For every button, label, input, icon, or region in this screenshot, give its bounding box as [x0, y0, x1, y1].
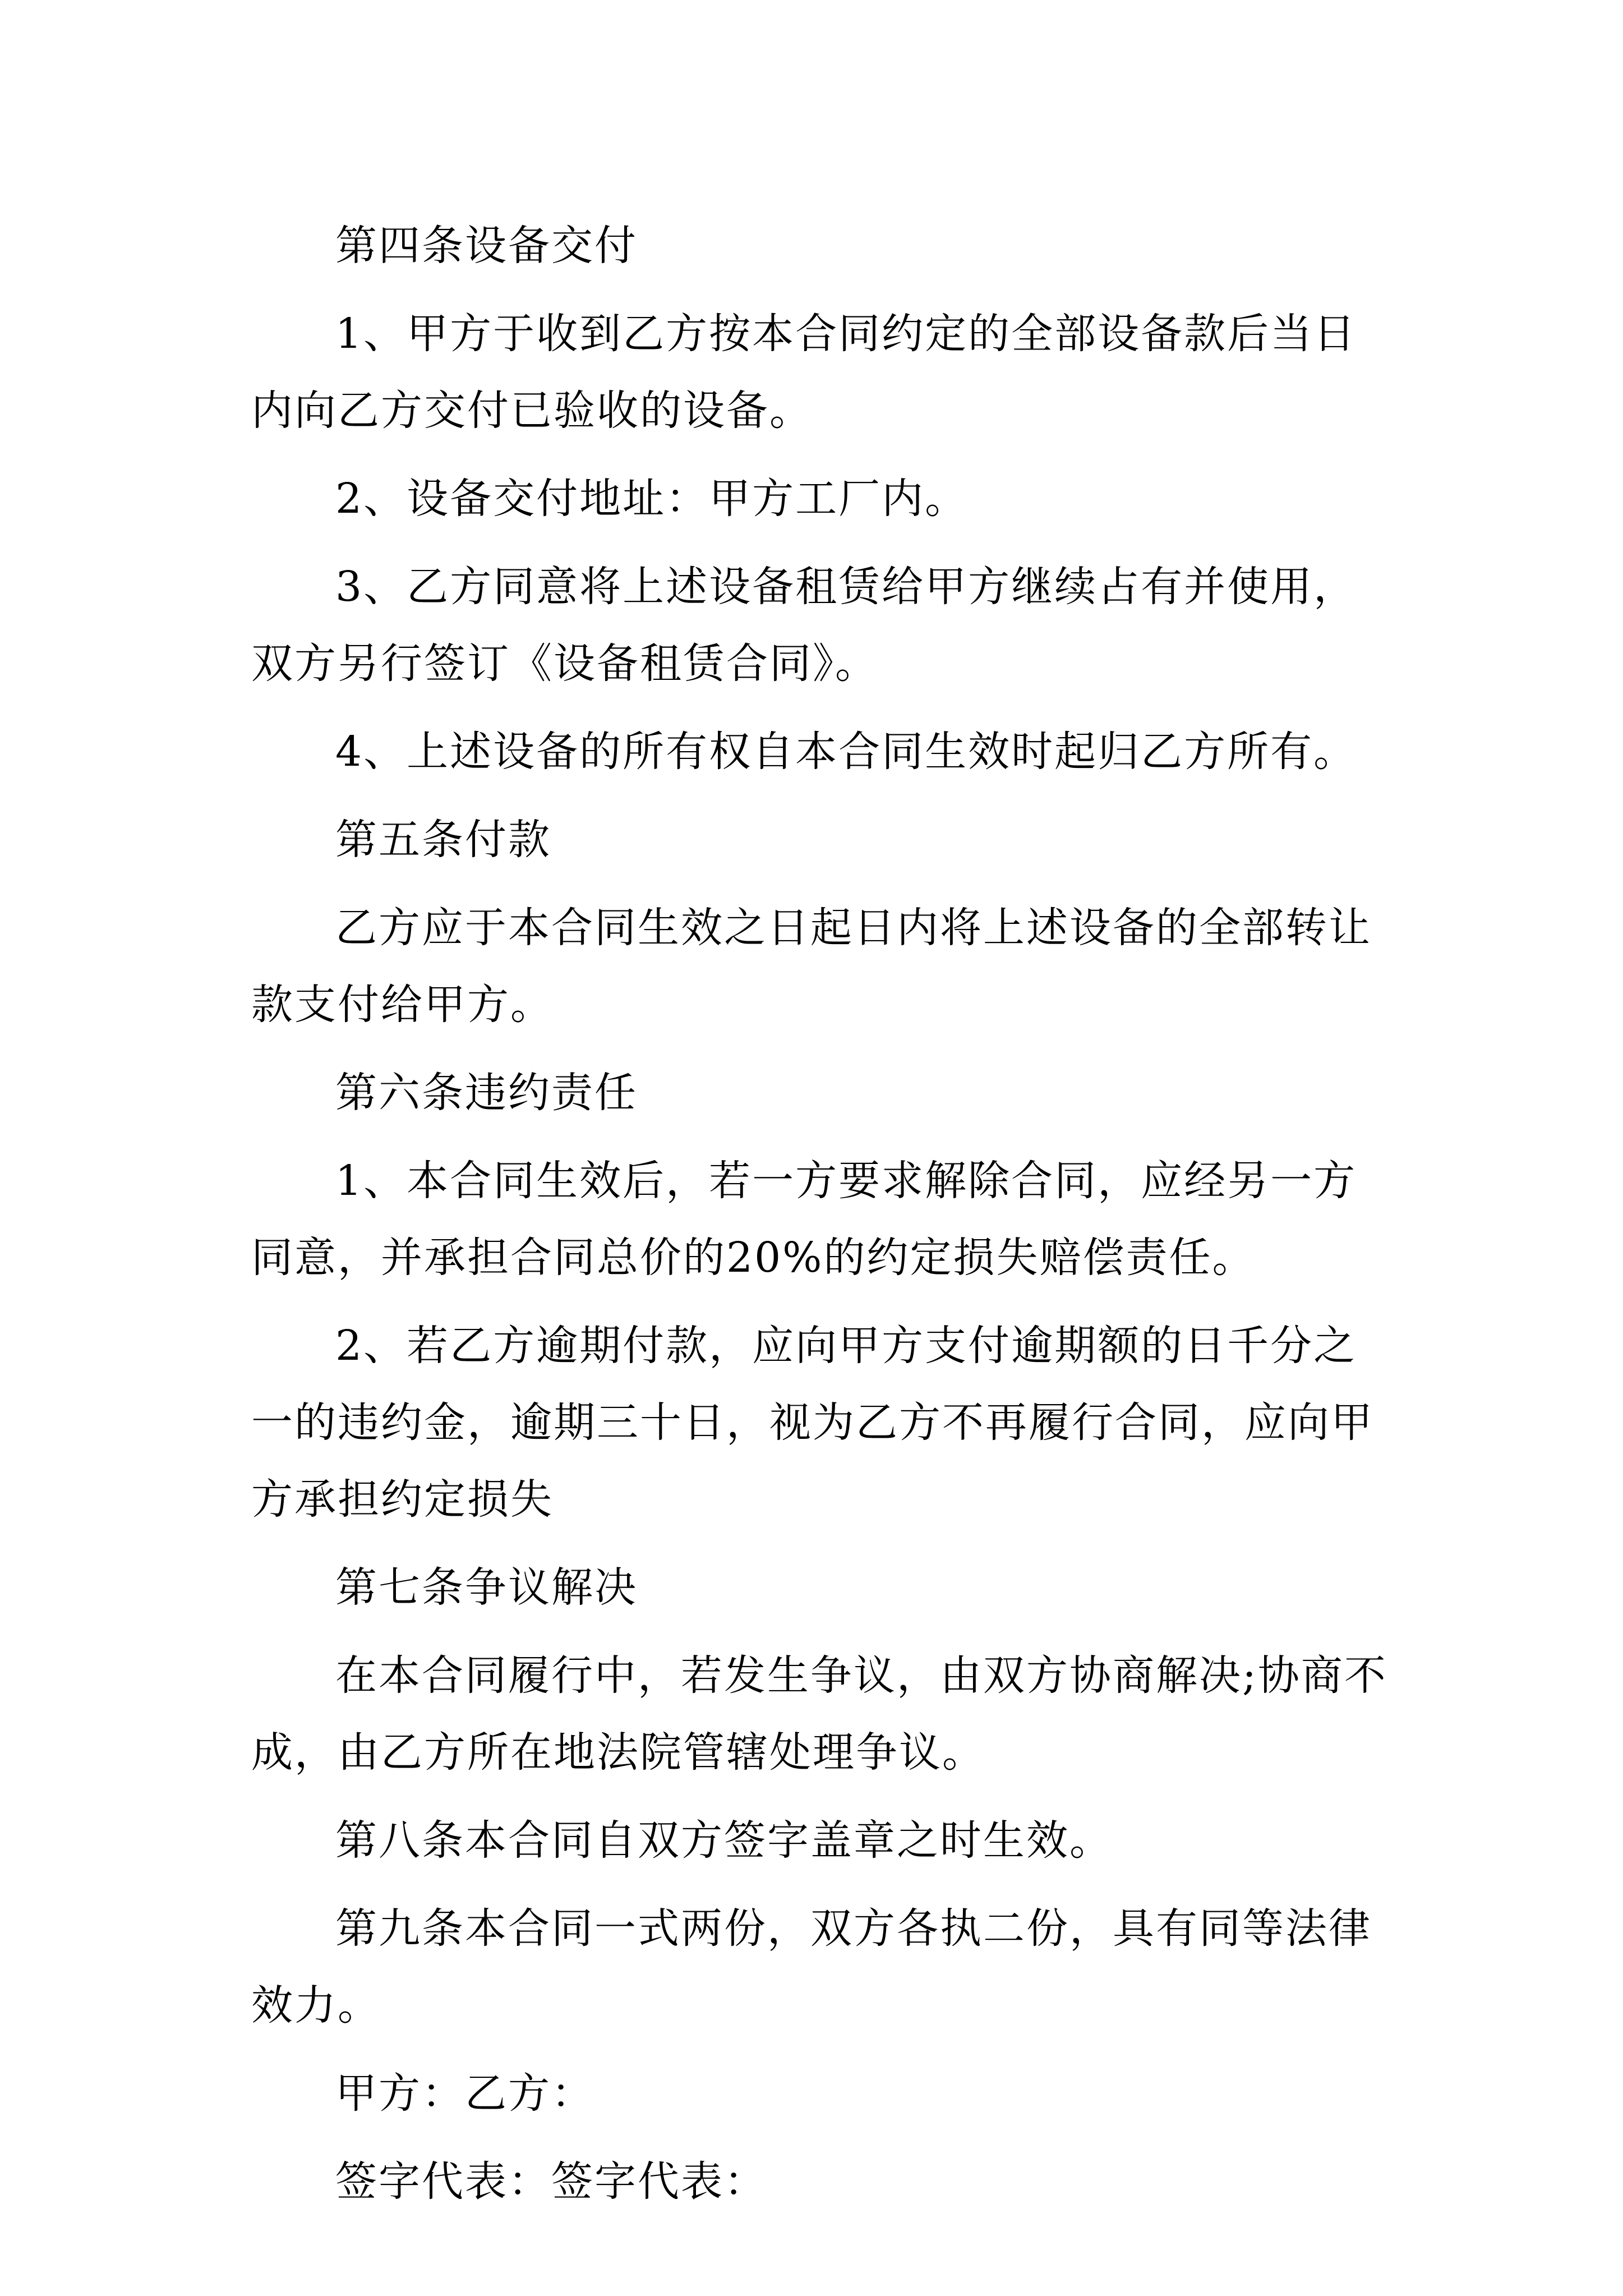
- article-4-clause-3: 3、乙方同意将上述设备租赁给甲方继续占有并使用，双方另行签订《设备租赁合同》。: [251, 563, 1357, 688]
- article-6-clause-1: 1、本合同生效后，若一方要求解除合同，应经另一方同意，并承担合同总价的20%的约定损失赔偿责任。: [251, 1157, 1357, 1282]
- document-body: [251, 208, 1390, 2231]
- article-4-heading: 第四条设备交付: [335, 222, 638, 270]
- article-4-clause-4: 4、上述设备的所有权自本合同生效时起归乙方所有。: [335, 728, 1357, 776]
- article-4-clause-1: 1、甲方于收到乙方按本合同约定的全部设备款后当日内向乙方交付已验收的设备。: [251, 310, 1357, 435]
- article-4-clause-2: 2、设备交付地址：甲方工厂内。: [335, 475, 969, 523]
- article-5-body: 乙方应于本合同生效之日起日内将上述设备的全部转让款支付给甲方。: [251, 904, 1372, 1029]
- signature-representatives: 签字代表：签字代表：: [335, 2157, 767, 2206]
- article-9: 第九条本合同一式两份，双方各执二份，具有同等法律效力。: [251, 1904, 1372, 2030]
- article-6-heading: 第六条违约责任: [335, 1069, 638, 1117]
- signature-parties: 甲方：乙方：: [335, 2069, 594, 2118]
- article-6-clause-2: 2、若乙方逾期付款，应向甲方支付逾期额的日千分之一的违约金，逾期三十日，视为乙方不再履行合同，应向甲方承担约定损失: [251, 1322, 1374, 1524]
- article-5-heading: 第五条付款: [335, 816, 551, 864]
- article-8: 第八条本合同自双方签字盖章之时生效。: [335, 1816, 1113, 1865]
- article-7-body: 在本合同履行中，若发生争议，由双方协商解决;协商不成，由乙方所在地法院管辖处理争议。: [251, 1651, 1387, 1777]
- article-7-heading: 第七条争议解决: [335, 1563, 638, 1612]
